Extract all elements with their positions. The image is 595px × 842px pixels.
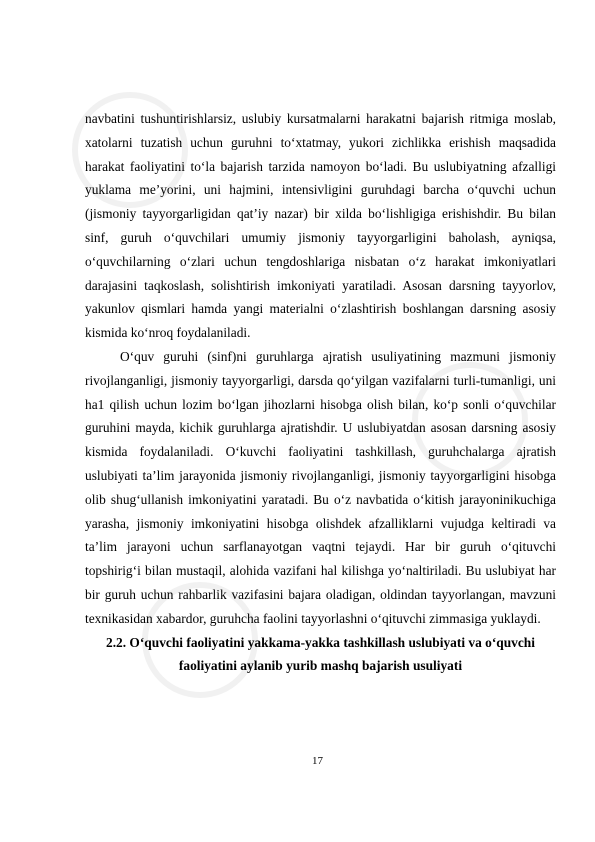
page-number: 17	[312, 755, 323, 767]
section-heading-line-2: faoliyatini aylanib yurib mashq bajarish usuliyati	[178, 658, 463, 674]
paragraph-1: navbatini tushuntirishlarsiz, uslubiy kursatmalarni harakatni bajarish ritmiga moslab, xatolarni tuzatish uchun guruhni to‘xtatmay, yukori zichlikka erishish maqsadida harakat faoliyatini to‘la bajarish tarzida namoyon bo‘ladi. Bu uslubiyatning afzalligi yuklama me’yorini, uni hajmini, intensivligini guruhdagi barcha o‘quvchi uchun (jismoniy tayyorgarligidan qat’iy nazar) bir xilda bo‘lishligiga erishishdir. Bu bilan sinf, guruh o‘quvchilari umumiy jismoniy tayyorgarligini baholash, ayniqsa, o‘quvchilarning o‘zlari uchun tengdoshlariga nisbatan o‘z harakat imkoniyatlari darajasini taqkoslash, solishtirish imkoniyati yaratiladi. Asosan darsning tayyorlov, yakunlov qismlari hamda yangi materialni o‘zlashtirish boshlangan darsning asosiy kismida ko‘nroq foydalaniladi.	[85, 111, 556, 341]
paragraph-2: O‘quv guruhi (sinf)ni guruhlarga ajratish usuliyatining mazmuni jismoniy rivojlanganligi, jismoniy tayyorgarligi, darsda qo‘yilgan vazifalarni turli-tumanligi, uni ha1 qilish uchun lozim bo‘lgan jihozlarni hisobga olish bilan, ko‘p sonli o‘quvchilar guruhini mayda, kichik guruhlarga ajratishdir. U uslubiyatdan asosan darsning asosiy kismida foydalaniladi. O‘kuvchi faoliyatini tashkillash, guruhchalarga ajratish uslubiyati ta’lim jarayonida jismoniy rivojlanganligi, jismoniy tayyorgarligini hisobga olib shug‘ullanish imkoniyatini yaratadi. Bu o‘z navbatida o‘kitish jarayoninikuchiga yarasha, jismoniy imkoniyatini hisobga olishdek afzalliklarni vujudga keltiradi va ta’lim jarayoni uchun sarflanayotgan vaqtni tejaydi. Har bir guruh o‘qituvchi topshirig‘i bilan mustaqil, alohida vazifani hal kilishga yo‘naltiriladi. Bu uslubiyat har bir guruh uchun rahbarlik vazifasini bajara oladigan, oldindan tayyorlangan, mavzuni texnikasidan xabardor, guruhcha faolini tayyorlashni o‘qituvchi zimmasiga yuklaydi.	[85, 348, 556, 626]
section-heading-line-1: 2.2. O‘quvchi faoliyatini yakkama-yakka tashkillash uslubiyati va o‘quvchi	[106, 634, 535, 650]
body-text	[85, 107, 556, 678]
section-heading	[85, 631, 556, 679]
